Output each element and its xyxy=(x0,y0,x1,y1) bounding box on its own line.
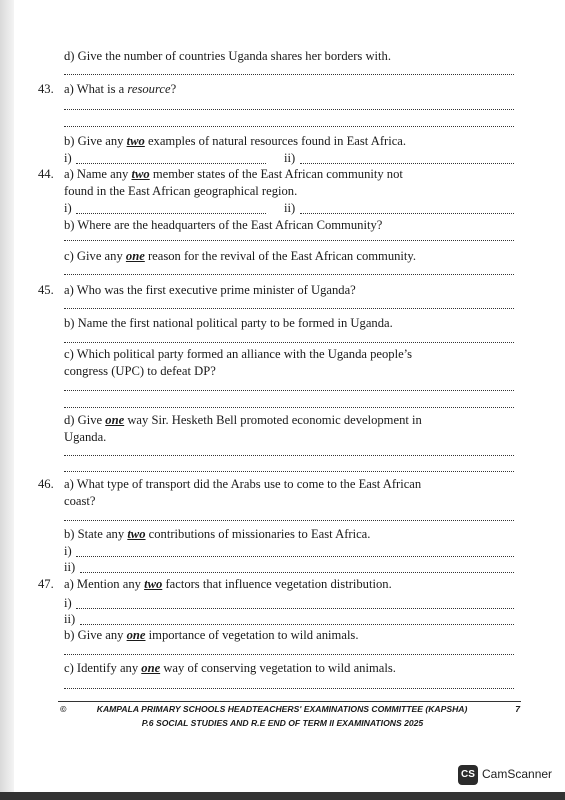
q44a-text-cont: found in the East African geographical region. xyxy=(64,184,298,198)
camscanner-logo-icon: CS xyxy=(458,765,478,785)
answer-label-i: i) xyxy=(64,201,72,215)
answer-line xyxy=(300,213,514,214)
committee-name: KAMPALA PRIMARY SCHOOLS HEADTEACHERS' EXAMINATIONS COMMITTEE (KAPSHA) xyxy=(96,704,468,714)
question-number-45: 45. xyxy=(38,283,54,297)
q43a-text: a) What is a resource? xyxy=(64,82,177,96)
answer-line xyxy=(64,471,514,472)
page-number: 7 xyxy=(515,704,520,714)
q43b-text: b) Give any two examples of natural resources found in East Africa. xyxy=(64,134,407,148)
footer-exam-title: P.6 SOCIAL STUDIES AND R.E END OF TERM II EXAMINATIONS 2025 xyxy=(141,718,424,728)
answer-line xyxy=(64,455,514,456)
answer-line xyxy=(64,342,514,343)
q45a-text: a) Who was the first executive prime minister of Uganda? xyxy=(64,283,356,297)
q46a-text-cont: coast? xyxy=(64,494,96,508)
q46a-text: a) What type of transport did the Arabs use to come to the East African xyxy=(64,477,422,491)
answer-label-i: i) xyxy=(64,596,72,610)
answer-line xyxy=(300,163,514,164)
answer-label-ii: ii) xyxy=(64,560,76,574)
q47a-text: a) Mention any two factors that influence vegetation distribution. xyxy=(64,577,392,591)
answer-label-ii: ii) xyxy=(64,612,76,626)
answer-line xyxy=(76,163,266,164)
q46b-text: b) State any two contributions of missionaries to East Africa. xyxy=(64,527,371,541)
answer-line xyxy=(76,608,514,609)
answer-label-i: i) xyxy=(64,151,72,165)
q44a-text: a) Name any two member states of the East African community not xyxy=(64,167,403,181)
question-number-43: 43. xyxy=(38,82,54,96)
question-number-44: 44. xyxy=(38,167,54,181)
q42d-text: d) Give the number of countries Uganda shares her borders with. xyxy=(64,49,391,63)
q45d-text-cont: Uganda. xyxy=(64,430,107,444)
answer-line xyxy=(64,274,514,275)
copyright-symbol: © xyxy=(60,704,67,714)
q44b-text: b) Where are the headquarters of the East African Community? xyxy=(64,218,383,232)
q47c-text: c) Identify any one way of conserving vegetation to wild animals. xyxy=(64,661,396,675)
q45b-text: b) Name the first national political party to be formed in Uganda. xyxy=(64,316,393,330)
answer-line xyxy=(64,407,514,408)
answer-line xyxy=(76,213,266,214)
answer-label-i: i) xyxy=(64,544,72,558)
answer-line xyxy=(64,520,514,521)
answer-line xyxy=(64,308,514,309)
scan-bottom-edge xyxy=(0,792,565,800)
answer-line xyxy=(80,624,514,625)
answer-line xyxy=(64,390,514,391)
answer-line xyxy=(64,240,514,241)
answer-line xyxy=(64,74,514,75)
footer-committee xyxy=(60,704,520,714)
answer-line xyxy=(80,572,514,573)
answer-label-ii: ii) xyxy=(284,151,296,165)
footer-rule xyxy=(58,701,521,702)
question-number-46: 46. xyxy=(38,477,54,491)
q44c-text: c) Give any one reason for the revival of the East African community. xyxy=(64,249,417,263)
q45d-text: d) Give one way Sir. Hesketh Bell promoted economic development in xyxy=(64,413,422,427)
page-edge-shadow xyxy=(0,0,14,800)
answer-line xyxy=(64,688,514,689)
answer-line xyxy=(64,109,514,110)
question-number-47: 47. xyxy=(38,577,54,591)
q45c-text: c) Which political party formed an alliance with the Uganda people’s xyxy=(64,347,413,361)
answer-line xyxy=(64,126,514,127)
answer-line xyxy=(76,556,514,557)
q45c-text-cont: congress (UPC) to defeat DP? xyxy=(64,364,216,378)
camscanner-watermark: CamScanner xyxy=(482,767,553,781)
answer-label-ii: ii) xyxy=(284,201,296,215)
q47b-text: b) Give any one importance of vegetation to wild animals. xyxy=(64,628,359,642)
answer-line xyxy=(64,654,514,655)
